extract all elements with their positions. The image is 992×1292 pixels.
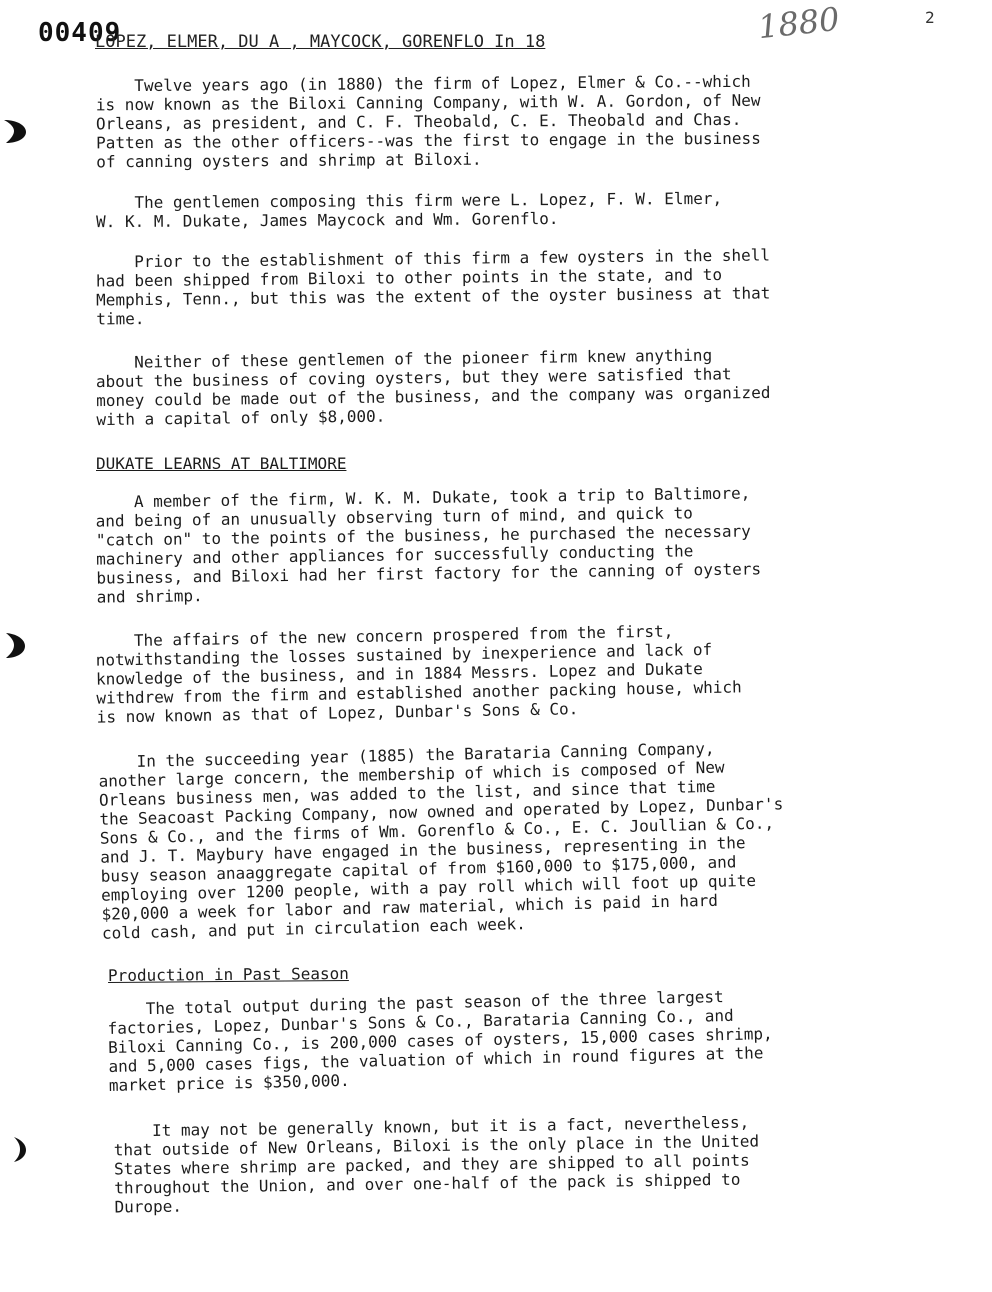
paragraph-baltimore-trip: A member of the firm, W. K. M. Dukate, took a trip to Baltimore, and being of an unusually observing turn of mind, and quick to "catch on" to the points of the business, he purchased the necessary machinery and other appliances for successfully conducting the business, and Biloxi had her first factory for the canning of oysters and shrimp. (95, 483, 762, 607)
section-heading-dukate: DUKATE LEARNS AT BALTIMORE (96, 454, 347, 473)
binder-hole-icon (6, 1134, 36, 1164)
binder-hole-icon (0, 630, 30, 660)
paragraph-prior-shipping: Prior to the establishment of this firm a few oysters in the shell had been shipped from Biloxi to other points in the state, and to Memphis, Tenn., but this was the extent of the oyster business at that time. (95, 245, 771, 329)
section-heading-production: Production in Past Season (107, 963, 349, 986)
page-header: LOPEZ, ELMER, DU A , MAYCOCK, GORENFLO In 18 (95, 32, 546, 52)
document-id: 00409 (38, 18, 122, 48)
page-number: 2 (925, 8, 935, 27)
paragraph-shrimp-shipping: It may not be generally known, but it is a fact, nevertheless, that outside of New Orleans, Biloxi is the only place in the United States where shrimp are packed, and they are shipped to all points throughout the Union, and over one-half of the pack is shipped to Durope. (113, 1112, 760, 1217)
paragraph-firm-history: Twelve years ago (in 1880) the firm of Lopez, Elmer & Co.--which is now known as the Biloxi Canning Company, with W. A. Gordon, of New Orleans, as president, and C. F. Theobald, C. E. Theobald and Chas. Patten as the other officers--was the first to engage in the business of canning oysters and shrimp at Biloxi. (95, 71, 761, 172)
paragraph-barataria: In the succeeding year (1885) the Barataria Canning Company, another large concern, the membership of which is composed of New Orleans business men, was added to the list, and since that time the Seacoast Packing Company, now owned and operated by Lopez, Dunbar's Sons & Co., and the firms of Wm. Gorenflo & Co., E. C. Joullian & Co., and J. T. Maybury have engaged in the business, representing in the busy season anaaggregate capital of from $160,000 to $175,000, and employing over 1200 people, with a pay roll which will foot up quite $20,000 a week for labor and raw material, which is paid in hard cold cash, and put in circulation each week. (97, 738, 784, 943)
paragraph-capital: Neither of these gentlemen of the pioneer firm knew anything about the business of coving oysters, but they were satisfied that money could be made out of the business, and the company was organized with a capital of only $8,000. (95, 345, 771, 430)
handwritten-year-note: 1880 (756, 0, 842, 47)
paragraph-firm-members: The gentlemen composing this firm were L. Lopez, F. W. Elmer, W. K. M. Dukate, James Maycock and Wm. Gorenflo. (95, 188, 723, 232)
paragraph-new-concern: The affairs of the new concern prospered from the first, notwithstanding the losses sustained by inexperience and lack of knowledge of the business, and in 1884 Messrs. Lopez and Dukate withdrew from the firm and established another packing house, which is now known as that of Lopez, Dunbar's Sons & Co. (95, 621, 742, 727)
paragraph-output: The total output during the past season of the three largest factories, Lopez, Dunbar's Sons & Co., Barataria Canning Co., and Biloxi Canning Co., is 200,000 cases of oysters, 15,000 cases shrimp, and 5,000 cases figs, the valuation of which in round figures at the market price is $350,000. (107, 987, 773, 1095)
binder-hole-icon (0, 116, 30, 146)
